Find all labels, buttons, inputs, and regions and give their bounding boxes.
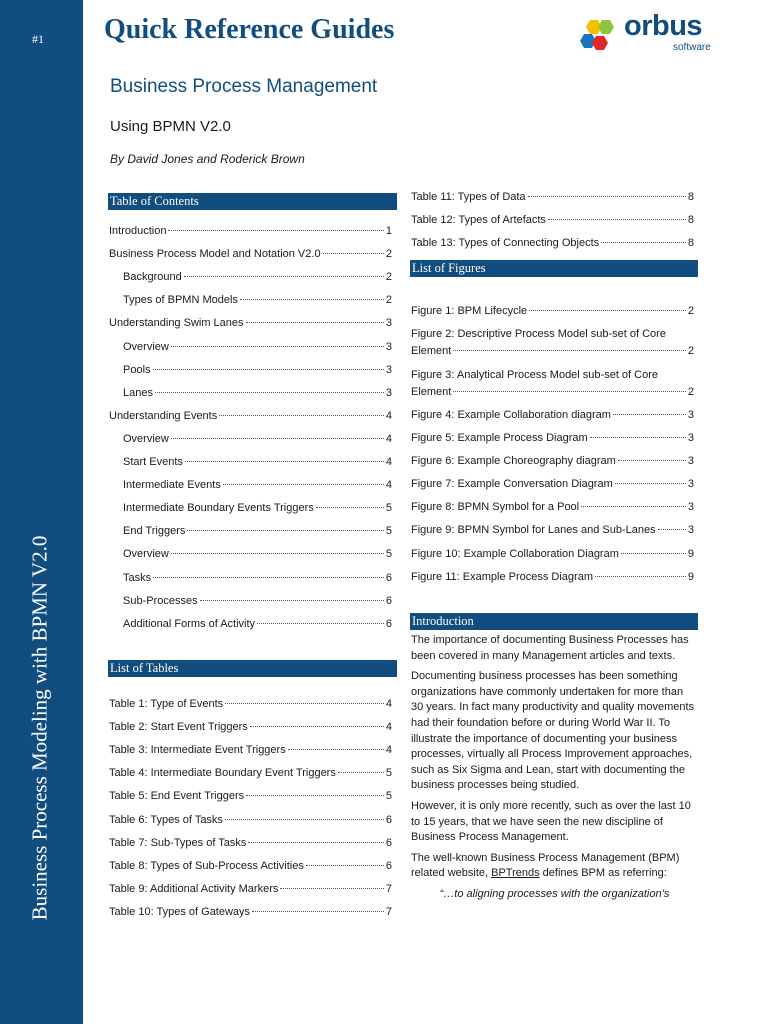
dot-leader [187, 529, 384, 531]
figures-heading: List of Figures [410, 260, 698, 277]
toc-entry[interactable] [123, 292, 392, 308]
dot-leader [306, 864, 384, 866]
toc-entry[interactable] [109, 246, 392, 262]
logo-subtext: software [673, 42, 711, 53]
table-page: 4 [385, 698, 392, 710]
toc-label: Overview [123, 340, 169, 353]
toc-entry[interactable] [109, 315, 392, 331]
figure-label: Figure 5: Example Process Diagram [411, 432, 588, 445]
toc-label: Introduction [109, 225, 167, 237]
figure-label-line [411, 343, 694, 360]
toc-heading: Table of Contents [108, 193, 397, 210]
dot-leader [155, 391, 384, 393]
toc-page: 6 [385, 617, 392, 630]
table-entry[interactable] [411, 189, 694, 205]
intro-quote: “…to aligning processes with the organization’s [439, 887, 670, 900]
toc-entry[interactable] [123, 269, 392, 285]
dot-leader [225, 818, 384, 820]
dot-leader [250, 725, 384, 727]
toc-entry[interactable] [123, 570, 392, 586]
dot-leader [185, 460, 384, 462]
toc-label: Business Process Model and Notation V2.0 [109, 248, 321, 261]
dot-leader [153, 368, 384, 370]
dot-leader [223, 483, 384, 485]
table-entry[interactable] [109, 858, 392, 874]
table-label: Table 13: Types of Connecting Objects [411, 237, 600, 250]
toc-entry[interactable] [123, 500, 392, 516]
toc-label: Intermediate Boundary Events Triggers [123, 502, 314, 515]
dot-leader [453, 390, 686, 392]
table-page: 5 [385, 790, 392, 803]
table-page: 8 [687, 191, 694, 203]
vertical-title: Business Process Modeling with BPMN V2.0 [27, 535, 52, 921]
dot-leader [153, 576, 384, 578]
toc-page: 3 [385, 317, 392, 330]
figure-page: 3 [687, 432, 694, 445]
toc-page: 2 [385, 271, 392, 284]
figure-entry[interactable] [411, 476, 694, 492]
table-entry[interactable] [109, 765, 392, 781]
dot-leader [613, 413, 686, 415]
figure-label-cont: Element [411, 345, 452, 358]
toc-entry[interactable] [123, 477, 392, 493]
table-label: Table 8: Types of Sub-Process Activities [109, 859, 304, 872]
toc-page: 4 [385, 456, 392, 468]
toc-page: 6 [385, 594, 392, 607]
table-entry[interactable] [109, 696, 392, 712]
table-page: 6 [385, 813, 392, 826]
figure-label: Figure 3: Analytical Process Model sub-set of Core [411, 368, 659, 381]
table-entry[interactable] [109, 788, 392, 804]
table-label: Table 12: Types of Artefacts [411, 214, 546, 227]
dot-leader [240, 298, 384, 300]
document-subtitle-2: Using BPMN V2.0 [110, 118, 231, 135]
table-entry[interactable] [109, 719, 392, 735]
dot-leader [601, 241, 686, 243]
figure-page: 9 [687, 547, 694, 560]
figure-label: Figure 1: BPM Lifecycle [411, 305, 528, 317]
dot-leader [200, 599, 384, 601]
dot-leader [252, 910, 384, 912]
dot-leader [171, 345, 384, 347]
dot-leader [246, 794, 384, 796]
figure-page: 2 [687, 305, 694, 317]
toc-label: Understanding Swim Lanes [109, 317, 244, 330]
toc-page: 4 [385, 479, 392, 492]
dot-leader [323, 252, 384, 254]
intro-text: defines BPM as referring: [539, 867, 667, 880]
toc-label: Overview [123, 548, 169, 561]
figure-page: 9 [687, 570, 694, 583]
table-label: Table 7: Sub-Types of Tasks [109, 836, 247, 849]
table-entry[interactable] [411, 235, 694, 251]
dot-leader [171, 437, 384, 439]
figure-page: 2 [687, 385, 694, 398]
figure-label: Figure 2: Descriptive Process Model sub-set of Core [411, 328, 666, 341]
dot-leader [590, 436, 686, 438]
dot-leader [618, 459, 686, 461]
toc-entry[interactable] [123, 362, 392, 378]
toc-page: 2 [385, 248, 392, 261]
bptrends-link[interactable]: BPTrends [491, 867, 540, 880]
table-page: 8 [687, 237, 694, 250]
dot-leader [288, 748, 384, 750]
dot-leader [225, 702, 384, 704]
introduction-heading: Introduction [410, 613, 698, 630]
dot-leader [171, 552, 384, 554]
table-label: Table 10: Types of Gateways [109, 905, 251, 918]
figure-label: Figure 10: Example Collaboration Diagram [411, 547, 619, 560]
logo-hexagons-icon [580, 18, 624, 58]
figure-entry[interactable] [411, 367, 694, 401]
figure-page: 3 [687, 524, 694, 537]
figure-label: Figure 8: BPMN Symbol for a Pool [411, 501, 580, 514]
figure-entry[interactable] [411, 569, 694, 585]
toc-label: Types of BPMN Models [123, 294, 238, 307]
figure-page: 3 [687, 501, 694, 514]
figure-label: Figure 6: Example Choreography diagram [411, 455, 616, 468]
introduction-body [411, 633, 698, 908]
orbus-logo [580, 10, 740, 58]
figure-entry[interactable] [411, 522, 694, 538]
intro-paragraph: However, it is only more recently, such as over the last 10 to 15 years, that we have seen the new discipline of Business Process Management. [411, 799, 691, 844]
table-entry[interactable] [109, 904, 392, 920]
table-page: 7 [385, 882, 392, 895]
table-page: 6 [385, 859, 392, 872]
figure-entry[interactable] [411, 430, 694, 446]
figure-entry[interactable] [411, 407, 694, 423]
logo-hex-green [598, 20, 614, 34]
dot-leader [658, 528, 686, 530]
intro-paragraph [411, 851, 698, 882]
toc-entry[interactable] [123, 616, 392, 632]
dot-leader [248, 841, 384, 843]
toc-label: Understanding Events [109, 409, 218, 422]
toc-entry[interactable] [123, 431, 392, 447]
toc-label: Lanes [123, 386, 153, 399]
dot-leader [257, 622, 384, 624]
dot-leader [548, 218, 686, 220]
figure-label-cont: Element [411, 385, 452, 398]
toc-entry[interactable] [123, 385, 392, 401]
table-page: 8 [687, 214, 694, 227]
dot-leader [338, 771, 384, 773]
dot-leader [621, 552, 686, 554]
figure-label: Figure 4: Example Collaboration diagram [411, 408, 611, 421]
table-page: 5 [385, 767, 392, 780]
dot-leader [280, 887, 384, 889]
toc-label: Overview [123, 432, 169, 445]
intro-paragraph: The importance of documenting Business Processes has been covered in many Management articles and texts. [411, 634, 689, 662]
figure-page: 3 [687, 455, 694, 468]
toc-label: Intermediate Events [123, 479, 221, 492]
toc-page: 5 [385, 548, 392, 561]
dot-leader [453, 349, 686, 351]
toc-page: 3 [385, 363, 392, 376]
toc-page: 4 [385, 432, 392, 445]
figure-label-line [411, 384, 694, 401]
figure-page: 2 [687, 345, 694, 358]
dot-leader [528, 195, 686, 197]
toc-page: 5 [385, 502, 392, 515]
table-label: Table 4: Intermediate Boundary Event Triggers [109, 767, 336, 780]
table-page: 6 [385, 836, 392, 849]
toc-entry[interactable] [109, 408, 392, 424]
dot-leader [529, 309, 686, 311]
toc-label: Background [123, 271, 182, 284]
intro-paragraph: Documenting business processes has been something organizations have commonly undertaken for more than 30 years. In fact many productivity and quality movements had their foundation before or during World War II. To illustrate the importance of documenting your business processes, virtually all Process Improvement approaches, such as Six Sigma and Lean, start with documenting the business processes being studied. [411, 670, 695, 792]
toc-label: Tasks [123, 571, 152, 584]
toc-page: 3 [385, 386, 392, 399]
toc-page: 4 [385, 409, 392, 422]
table-label: Table 3: Intermediate Event Triggers [109, 744, 286, 757]
authors: By David Jones and Roderick Brown [110, 152, 305, 166]
toc-page: 6 [385, 571, 392, 584]
toc-label: Start Events [123, 456, 183, 468]
dot-leader [316, 506, 384, 508]
figure-label: Figure 9: BPMN Symbol for Lanes and Sub-Lanes [411, 524, 656, 537]
table-page: 4 [385, 744, 392, 757]
document-subtitle: Business Process Management [110, 76, 378, 97]
table-entry[interactable] [109, 835, 392, 851]
toc-page: 3 [385, 340, 392, 353]
figure-entry[interactable] [411, 303, 694, 319]
tables-heading: List of Tables [108, 660, 397, 677]
figure-entry[interactable] [411, 453, 694, 469]
page-title: Quick Reference Guides [104, 14, 395, 45]
dot-leader [168, 229, 383, 231]
toc-label: Sub-Processes [123, 594, 198, 607]
figure-label: Figure 7: Example Conversation Diagram [411, 478, 613, 491]
figure-entry[interactable] [411, 326, 694, 360]
dot-leader [219, 414, 384, 416]
table-label: Table 2: Start Event Triggers [109, 721, 248, 734]
table-label: Table 9: Additional Activity Markers [109, 882, 279, 895]
figure-page: 3 [687, 408, 694, 421]
dot-leader [595, 575, 686, 577]
figure-entry[interactable] [411, 499, 694, 515]
toc-entry[interactable] [123, 339, 392, 355]
table-page: 4 [385, 721, 392, 734]
table-entry[interactable] [411, 212, 694, 228]
dot-leader [246, 321, 384, 323]
figure-page: 3 [687, 478, 694, 491]
sidebar [0, 0, 83, 1024]
toc-page: 2 [385, 294, 392, 307]
table-entry[interactable] [109, 742, 392, 758]
table-entry[interactable] [109, 881, 392, 897]
dot-leader [581, 505, 686, 507]
logo-hex-red [592, 36, 608, 50]
figure-label: Figure 11: Example Process Diagram [411, 570, 593, 583]
toc-entry[interactable] [123, 454, 392, 470]
toc-label: Pools [123, 363, 151, 376]
figure-entry[interactable] [411, 546, 694, 562]
table-label: Table 1: Type of Events [109, 698, 224, 710]
table-label: Table 11: Types of Data [411, 191, 526, 203]
toc-entry[interactable] [123, 593, 392, 609]
toc-label: Additional Forms of Activity [123, 617, 256, 630]
table-entry[interactable] [109, 812, 392, 828]
toc-entry[interactable] [123, 523, 392, 539]
toc-page: 5 [385, 525, 392, 538]
table-page: 7 [385, 905, 392, 918]
toc-page: 1 [385, 225, 392, 237]
dot-leader [615, 482, 686, 484]
table-label: Table 5: End Event Triggers [109, 790, 245, 803]
dot-leader [184, 275, 384, 277]
toc-entry[interactable] [109, 223, 392, 239]
logo-text: orbus [624, 10, 703, 42]
issue-number: #1 [32, 32, 44, 46]
toc-entry[interactable] [123, 546, 392, 562]
table-label: Table 6: Types of Tasks [109, 813, 223, 826]
toc-label: End Triggers [123, 525, 186, 538]
intro-text: The well-known Business Process Management (BPM) related website, [411, 851, 680, 880]
